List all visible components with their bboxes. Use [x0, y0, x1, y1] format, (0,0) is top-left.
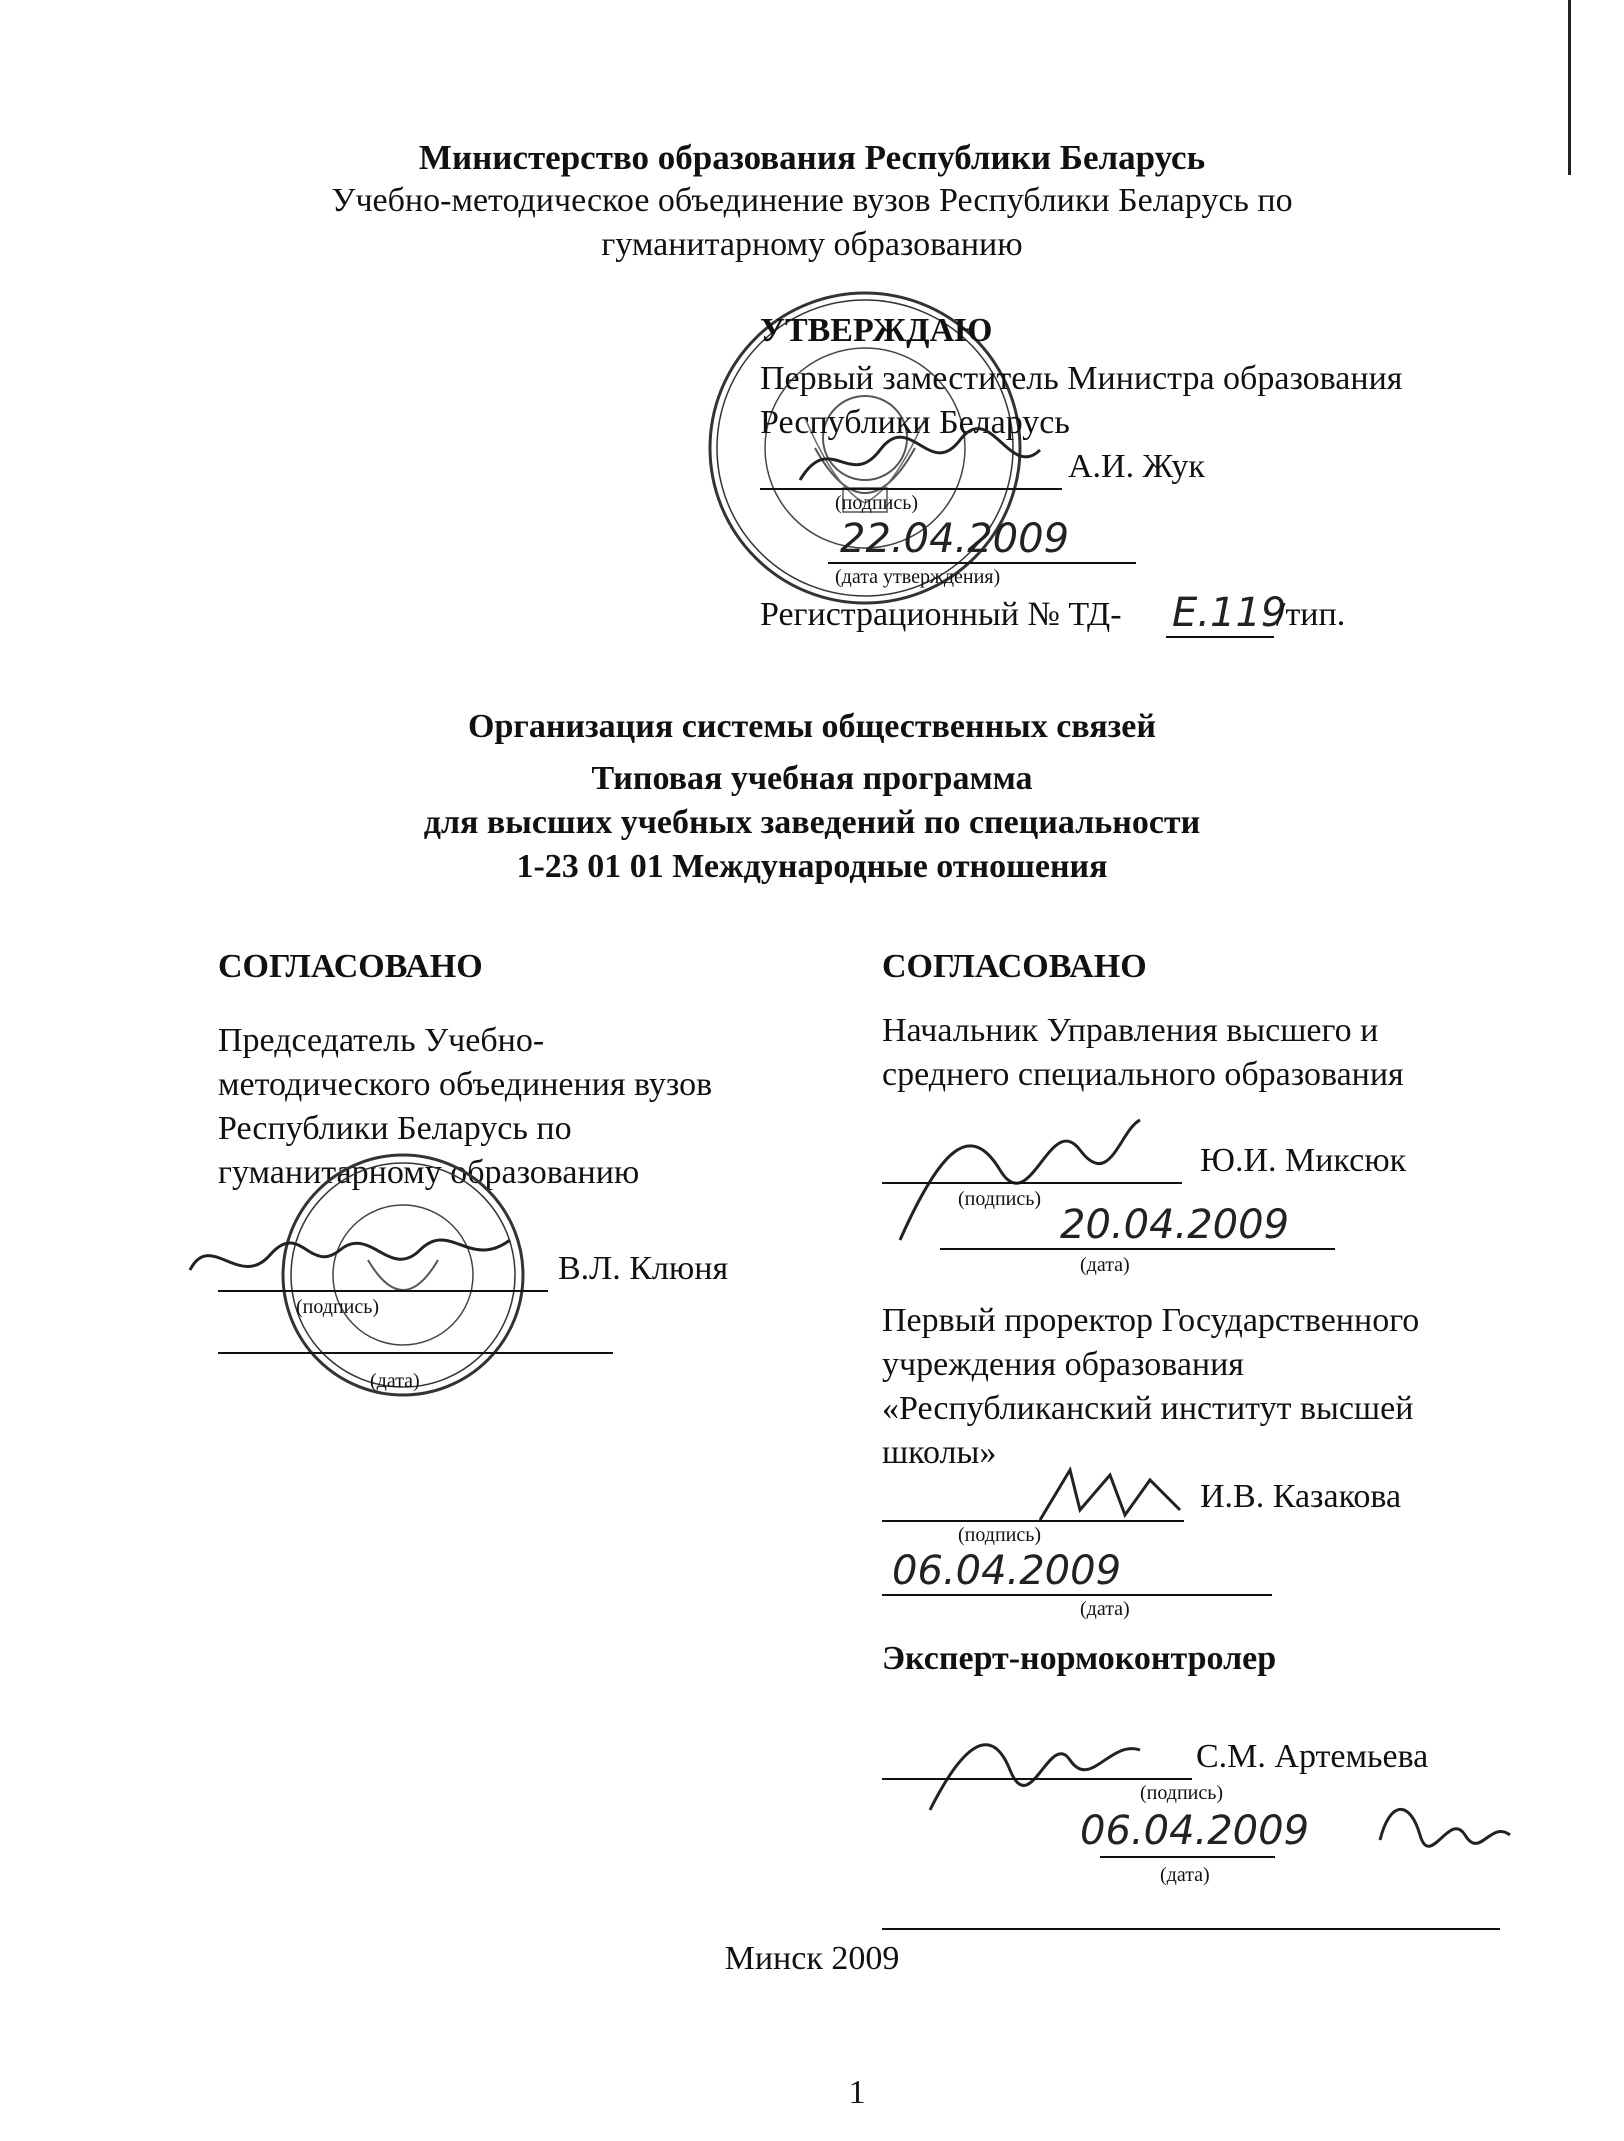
right-sign2-signature-line — [882, 1520, 1184, 1522]
expert-name: С.М. Артемьева — [1196, 1738, 1429, 1775]
left-position-line-4: гуманитарному образованию — [218, 1154, 640, 1191]
registration-number-line — [1166, 636, 1274, 638]
approval-date-line — [828, 562, 1136, 564]
left-position-line-3: Республики Беларусь по — [218, 1110, 572, 1147]
document-subject: Организация системы общественных связей — [468, 708, 1156, 745]
approval-position-line-1: Первый заместитель Министра образования — [760, 360, 1403, 397]
program-type: Типовая учебная программа — [591, 760, 1033, 797]
right-sign1-date-line — [940, 1248, 1335, 1250]
right-sign2-position-line-3: «Республиканский институт высшей — [882, 1390, 1414, 1427]
right-sign1-position-line-1: Начальник Управления высшего и — [882, 1012, 1379, 1049]
right-sign1-date-caption: (дата) — [1080, 1254, 1130, 1276]
right-agreed-title: СОГЛАСОВАНО — [882, 948, 1147, 985]
right-sign1-name: Ю.И. Миксюк — [1200, 1142, 1407, 1179]
right-sign2-date-handwritten: 06.04.2009 — [892, 1548, 1122, 1594]
program-for: для высших учебных заведений по специальности — [423, 804, 1201, 841]
left-signature-line — [218, 1290, 548, 1292]
approval-title: УТВЕРЖДАЮ — [760, 312, 993, 349]
right-sign2-name: И.В. Казакова — [1200, 1478, 1402, 1515]
approval-date-caption: (дата утверждения) — [835, 566, 1001, 588]
approval-date-handwritten: 22.04.2009 — [840, 516, 1070, 562]
right-sign1-date-handwritten: 20.04.2009 — [1060, 1202, 1290, 1248]
city-year: Минск 2009 — [724, 1940, 900, 1977]
right-sign2-date-line — [882, 1594, 1272, 1596]
right-sign2-signature-caption: (подпись) — [958, 1524, 1042, 1546]
page-number: 1 — [848, 2074, 866, 2111]
expert-signature-scribble — [920, 1710, 1150, 1820]
right-sign1-position-line-2: среднего специального образования — [882, 1056, 1404, 1093]
left-signature-caption: (подпись) — [296, 1296, 380, 1318]
approval-name: А.И. Жук — [1068, 448, 1205, 485]
registration-number-handwritten: Е.119 — [1172, 590, 1287, 636]
left-agreed-title: СОГЛАСОВАНО — [218, 948, 483, 985]
specialty: 1-23 01 01 Международные отношения — [516, 848, 1108, 885]
approval-signature-caption: (подпись) — [835, 492, 919, 514]
right-sign2-position-line-4: школы» — [882, 1434, 997, 1471]
registration-prefix: Регистрационный № ТД- — [760, 596, 1122, 633]
right-sign1-signature-caption: (подпись) — [958, 1188, 1042, 1210]
right-sign2-position-line-1: Первый проректор Государственного — [882, 1302, 1420, 1339]
bottom-rule — [882, 1928, 1500, 1930]
left-name: В.Л. Клюня — [558, 1250, 729, 1287]
registration-suffix: /тип. — [1276, 596, 1346, 633]
umo-line-1: Учебно-методическое объединение вузов Республики Беларусь по — [331, 182, 1293, 219]
expert-title: Эксперт-нормоконтролер — [882, 1640, 1277, 1677]
expert-date-caption: (дата) — [1160, 1864, 1210, 1886]
left-date-line — [218, 1352, 613, 1354]
umo-line-2: гуманитарному образованию — [601, 226, 1023, 263]
approval-position-line-2: Республики Беларусь — [760, 404, 1070, 441]
right-sign2-position-line-2: учреждения образования — [882, 1346, 1244, 1383]
left-signature-scribble — [180, 1220, 520, 1300]
expert-date-handwritten: 06.04.2009 — [1080, 1808, 1310, 1854]
right-sign2-date-caption: (дата) — [1080, 1598, 1130, 1620]
approval-signature-scribble — [790, 420, 1050, 500]
expert-signature-caption: (подпись) — [1140, 1782, 1224, 1804]
left-position-line-2: методического объединения вузов — [218, 1066, 713, 1103]
expert-date-line — [1100, 1856, 1275, 1858]
left-position-line-1: Председатель Учебно- — [218, 1022, 545, 1059]
expert-signature-line — [882, 1778, 1192, 1780]
left-date-caption: (дата) — [370, 1370, 420, 1392]
right-sign1-signature-line — [882, 1182, 1182, 1184]
ministry-title: Министерство образования Республики Беларусь — [418, 138, 1206, 177]
expert-initials-scribble — [1370, 1790, 1520, 1860]
